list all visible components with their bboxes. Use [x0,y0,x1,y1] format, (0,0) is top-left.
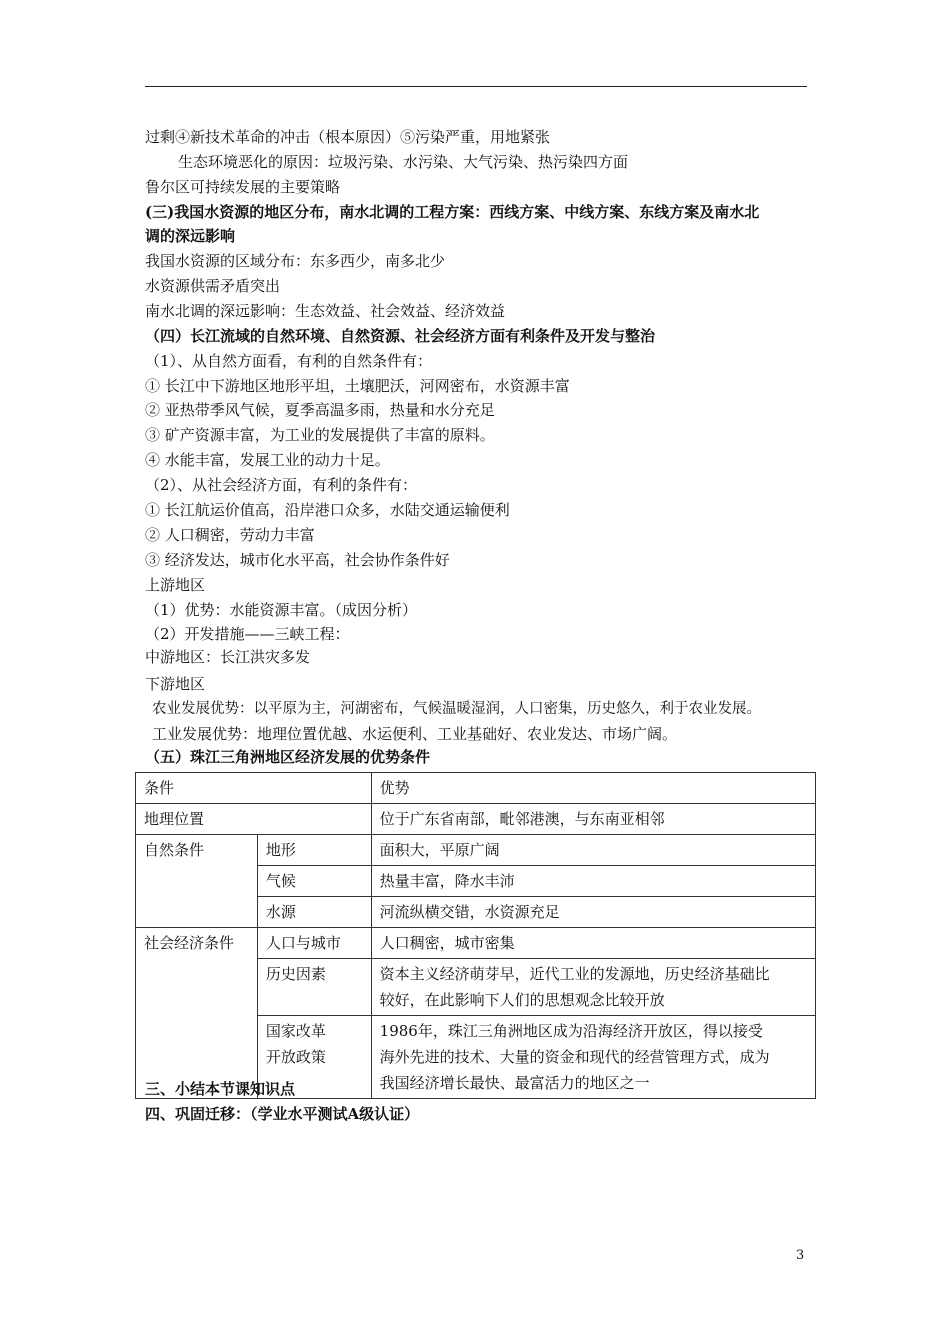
table-cell: 地理位置 [136,804,372,835]
table-row [136,773,816,804]
cell-line: 我国经济增长最快、最富活力的地区之一 [379,1074,650,1092]
section-heading: 三、小结本节课知识点 [145,1080,296,1098]
table-row [136,835,816,866]
section-heading: （四）长江流域的自然环境、自然资源、社会经济方面有利条件及开发与整治 [145,327,656,345]
section-heading: (三)我国水资源的地区分布，南水北调的工程方案：西线方案、中线方案、东线方案及南水北 [145,203,760,221]
table-cell: 人口稠密，城市密集 [371,928,815,959]
text-line: （1）、从自然方面看，有利的自然条件有： [145,352,433,370]
text-line: ② 人口稠密，劳动力丰富 [145,526,315,544]
cell-line: 国家改革 [265,1022,326,1040]
text-line: 中游地区：长江洪灾多发 [145,648,311,666]
table-cell: 位于广东省南部，毗邻港澳，与东南亚相邻 [371,804,815,835]
text-line: 水资源供需矛盾突出 [145,277,281,295]
table-cell: 地形 [257,835,371,866]
table-cell: 面积大，平原广阔 [371,835,815,866]
text-line: ② 亚热带季风气候，夏季高温多雨，热量和水分充足 [145,401,495,419]
text-line: ① 长江中下游地区地形平坦，土壤肥沃，河网密布，水资源丰富 [145,377,570,395]
table-cell: 水源 [257,897,371,928]
table-header-cell: 条件 [136,773,372,804]
text-line: 农业发展优势：以平原为主，河湖密布，气候温暖湿润，人口密集，历史悠久，利于农业发展。 [152,701,761,717]
text-line: 生态环境恶化的原因：垃圾污染、水污染、大气污染、热污染四方面 [178,153,629,171]
table-cell: 热量丰富，降水丰沛 [371,866,815,897]
table-cell: 自然条件 [136,835,258,928]
text-line: 工业发展优势：地理位置优越、水运便利、工业基础好、农业发达、市场广阔。 [152,725,678,743]
text-line: ③ 矿产资源丰富，为工业的发展提供了丰富的原料。 [145,426,495,444]
text-line: 上游地区 [145,576,206,594]
cell-line: 资本主义经济萌芽早，近代工业的发源地，历史经济基础比 [379,965,770,983]
table-cell [371,959,815,1016]
table-cell: 历史因素 [257,959,371,1016]
cell-line: 1986年，珠江三角洲地区成为沿海经济开放区，得以接受 [379,1022,763,1040]
cell-line: 海外先进的技术、大量的资金和现代的经营管理方式，成为 [379,1048,770,1066]
page-number: 3 [796,1248,805,1263]
table-header-cell: 优势 [371,773,815,804]
text-line: 下游地区 [145,675,206,693]
table-row [136,804,816,835]
cell-line: 开放政策 [265,1048,326,1066]
section-heading: （五）珠江三角洲地区经济发展的优势条件 [145,748,431,766]
table-cell: 人口与城市 [257,928,371,959]
text-line: ③ 经济发达，城市化水平高，社会协作条件好 [145,551,450,569]
table-cell: 气候 [257,866,371,897]
cell-line: 较好，在此影响下人们的思想观念比较开放 [379,991,665,1009]
advantage-table [135,772,816,1099]
text-line: 我国水资源的区域分布：东多西少，南多北少 [145,252,446,270]
section-heading: 四、巩固迁移：（学业水平测试A级认证） [145,1105,420,1123]
text-line: ④ 水能丰富，发展工业的动力十足。 [145,451,390,469]
header-rule [145,86,807,87]
text-line: （2）、从社会经济方面，有利的条件有： [145,476,418,494]
table-row [136,928,816,959]
text-line: 过剩④新技术革命的冲击（根本原因）⑤污染严重，用地紧张 [145,128,551,146]
text-line: 鲁尔区可持续发展的主要策略 [145,178,341,196]
table-cell [371,1016,815,1099]
text-line: （2）开发措施——三峡工程： [145,625,350,643]
text-line: ① 长江航运价值高，沿岸港口众多，水陆交通运输便利 [145,501,510,519]
table-cell: 河流纵横交错，水资源充足 [371,897,815,928]
section-heading: 调的深远影响 [145,227,236,245]
text-line: （1）优势：水能资源丰富。（成因分析） [145,601,418,619]
table-cell: 社会经济条件 [136,928,258,1099]
text-line: 南水北调的深远影响：生态效益、社会效益、经济效益 [145,302,506,320]
